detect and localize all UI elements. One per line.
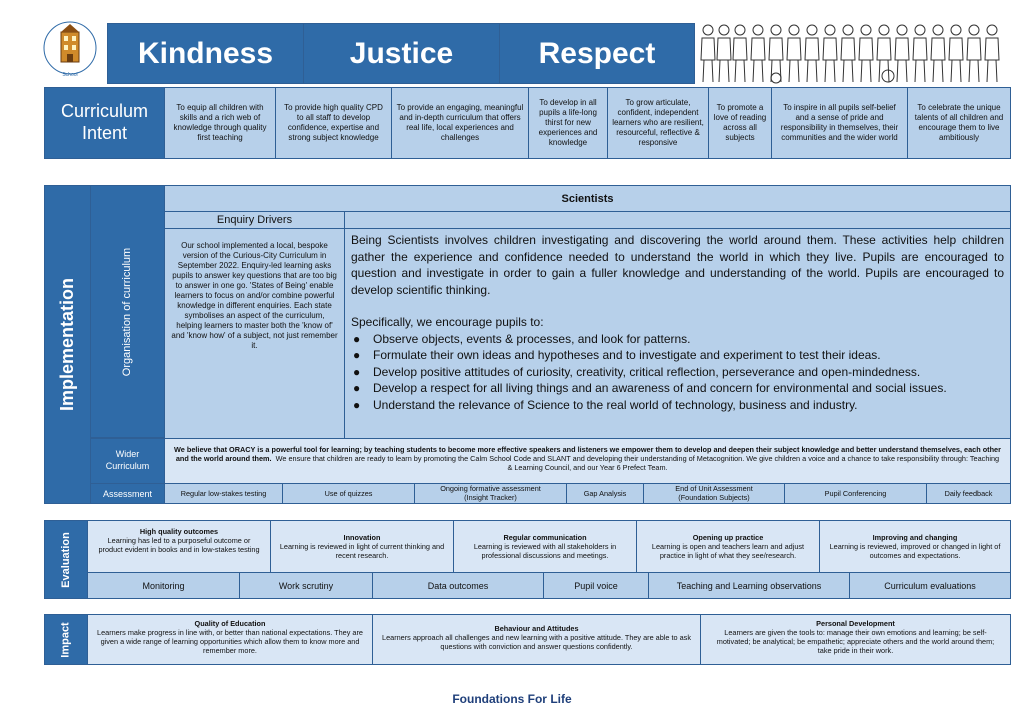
list-item: ● Develop positive attitudes of curiosity, creativity, critical reflection, perseverance and open-mindedness. (353, 364, 921, 379)
intent-cell: To promote a love of reading across all subjects (708, 87, 772, 159)
intent-cell: To provide an engaging, meaningful and in-depth curriculum that offers real life, local experiences and challenges (391, 87, 529, 159)
intent-cell: To equip all children with skills and a rich web of knowledge through quality first teaching (164, 87, 276, 159)
evaluation-item: Regular communication Learning is reviewed with all stakeholders in professional discussions and meetings. (453, 520, 637, 573)
evaluation-method: Curriculum evaluations (849, 572, 1011, 599)
scientists-description (344, 228, 1011, 439)
logo-school-text: School (62, 72, 78, 78)
wider-curriculum-text: We believe that ORACY is a powerful tool for learning; by teaching students to become more effective speakers and listeners we empower them to develop and deepen their subject knowledge and better understand themselves, each other and the world around them. We ensure that children are ready to learn by promoting the Calm School Code and SLANT and developing their understanding of Metacognition. We give children a voice and a chance to take responsibility through: Teaching & Learning Council, and our Year 6 Prefect Team. (164, 438, 1011, 484)
list-item: ● Formulate their own ideas and hypotheses and to investigate and experiment to test their ideas. (353, 348, 881, 362)
organisation-label: Organisation of curriculum (90, 185, 165, 438)
implementation-heading: Implementation (44, 185, 91, 504)
evaluation-method: Monitoring (87, 572, 240, 599)
evaluation-method: Work scrutiny (239, 572, 373, 599)
evaluation-item: Opening up practice Learning is open and teachers learn and adjust practice in light of what they see/research. (636, 520, 820, 573)
assessment-item: Pupil Conferencing (784, 483, 927, 504)
value-justice: Justice (303, 23, 500, 84)
evaluation-method: Teaching and Learning observations (648, 572, 850, 599)
pupils-illustration (698, 20, 1012, 86)
footer-motto: Foundations For Life (452, 692, 572, 706)
impact-heading: Impact (44, 614, 88, 665)
specifically-intro: Specifically, we encourage pupils to: (351, 315, 544, 329)
list-item: ● Develop a respect for all living things and an awareness of and concern for environmental and social issues. (353, 381, 947, 395)
intent-cell: To grow articulate, confident, independent learners who are resilient, resourceful, reflective & responsive (607, 87, 709, 159)
value-respect: Respect (499, 23, 695, 84)
intent-cell: To develop in all pupils a life-long thirst for new experiences and knowledge (528, 87, 608, 159)
assessment-item: Gap Analysis (566, 483, 644, 504)
assessment-item: Daily feedback (926, 483, 1011, 504)
enquiry-drivers-title: Enquiry Drivers (164, 211, 345, 229)
assessment-label: Assessment (90, 483, 165, 504)
intent-cell: To provide high quality CPD to all staff to develop confidence, expertise and strong subject knowledge (275, 87, 392, 159)
evaluation-item: High quality outcomes Learning has led to a purposeful outcome or product evident in books and in low-stakes testing (87, 520, 271, 573)
evaluation-method: Data outcomes (372, 572, 544, 599)
intent-cell: To inspire in all pupils self-belief and a sense of pride and responsibility in themselves, their communities and the wider world (771, 87, 908, 159)
enquiry-drivers-title-spacer (344, 211, 1011, 229)
curriculum-intent-heading: Curriculum Intent (44, 87, 165, 159)
value-kindness: Kindness (107, 23, 304, 84)
assessment-item: Use of quizzes (282, 483, 415, 504)
impact-item: Personal Development Learners are given the tools to: manage their own emotions and learning; be self-motivated; be analytical; be empathetic; appreciate others and the world around them; take pride in their work. (700, 614, 1011, 665)
evaluation-method: Pupil voice (543, 572, 649, 599)
list-item: ● Observe objects, events & processes, and look for patterns. (353, 331, 691, 346)
evaluation-item: Improving and changing Learning is reviewed, improved or changed in light of outcomes and expectations. (819, 520, 1011, 573)
assessment-item: Regular low-stakes testing (164, 483, 283, 504)
evaluation-heading: Evaluation (44, 520, 88, 599)
impact-item: Behaviour and Attitudes Learners approach all challenges and new learning with a positive attitude. They are able to ask questions with conviction and answer questions confidently. (372, 614, 701, 665)
subject-title: Scientists (164, 185, 1011, 212)
school-logo (42, 18, 98, 82)
wider-curriculum-label: Wider Curriculum (90, 438, 165, 484)
intent-cell: To celebrate the unique talents of all children and encourage them to live ambitiously (907, 87, 1011, 159)
description-paragraph: Being Scientists involves children investigating and discovering the world around them. These activities help children gather the experience and confidence needed to understand the world in which they live. Pupils are encouraged to question and investigate in order to gain a fuller knowledge and understanding of the world. Pupils are encouraged to develop scientific thinking. (351, 233, 1004, 297)
list-item: ● Understand the relevance of Science to the real world of technology, business and industry. (353, 397, 858, 412)
assessment-item: End of Unit Assessment (Foundation Subjects) (643, 483, 785, 504)
enquiry-drivers-text: Our school implemented a local, bespoke version of the Curious-City Curriculum in September 2022. Enquiry-led learning asks pupils to answer key questions that are too big to answer in one go. 'States of Being' enable learners to focus on and/or combine powerful knowledge in different enquiries. Each state symbolises an aspect of the curriculum, helping learners to master both the 'know of' and 'know how' of a subject, not just remember it. (164, 228, 345, 439)
impact-item: Quality of Education Learners make progress in line with, or better than national expectations. They are given a wide range of learning opportunities which allow them to know more and remember more. (87, 614, 373, 665)
encourage-list (351, 331, 1004, 414)
evaluation-item: Innovation Learning is reviewed in light of current thinking and recent research. (270, 520, 454, 573)
assessment-item: Ongoing formative assessment (Insight Tracker) (414, 483, 567, 504)
